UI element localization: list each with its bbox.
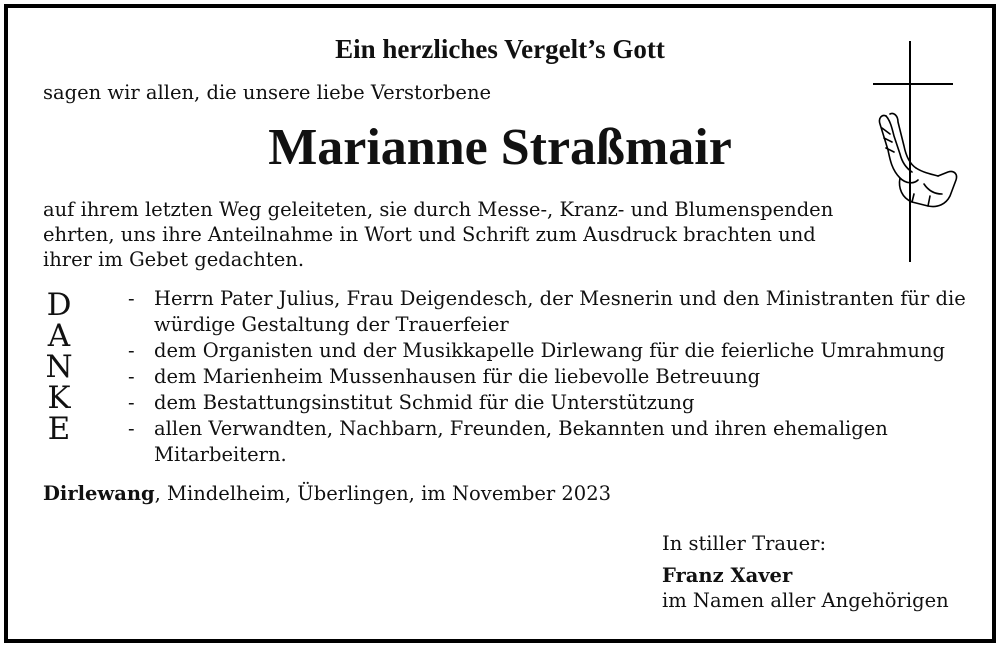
list-item: - Herrn Pater Julius, Frau Deigendesch, der Mesnerin und den Ministranten für die würdige Gestaltung der Trauerfeier [128, 287, 966, 336]
danke-letter: N [45, 349, 73, 385]
place-date [43, 481, 611, 506]
place-bold: Dirlewang [43, 482, 155, 505]
thanks-paragraph: auf ihrem letzten Weg geleiteten, sie durch Messe-, Kranz- und Blumenspenden ehrten, uns ihre Anteilnahme in Wort und Schrift zum Ausdruck brachten und ihrer im Gebet gedachten. [43, 198, 834, 271]
danke-letter: A [47, 318, 71, 354]
danke-letter: D [46, 287, 72, 323]
cross-icon-bar [873, 83, 953, 85]
danke-letter: E [47, 411, 71, 447]
deceased-name: Marianne Straßmair [268, 119, 732, 176]
list-item: - allen Verwandten, Nachbarn, Freunden, Bekannten und ihren ehemaligen Mitarbeitern. [128, 417, 888, 466]
list-item: - dem Bestattungsinstitut Schmid für die Unterstützung [128, 391, 695, 414]
intro-line: sagen wir allen, die unsere liebe Verstorbene [43, 81, 492, 104]
signature-note: im Namen aller Angehörigen [662, 589, 949, 612]
thanks-list [128, 286, 988, 468]
place-rest: , Mindelheim, Überlingen, im November 2023 [154, 482, 612, 505]
list-item: - dem Organisten und der Musikkapelle Dirlewang für die feierliche Umrahmung [128, 339, 946, 362]
notice-heading: Ein herzliches Vergelt’s Gott [335, 34, 665, 64]
signature-label: In stiller Trauer: [662, 532, 827, 555]
danke-letter: K [47, 380, 71, 416]
signature-name: Franz Xaver [662, 564, 793, 587]
list-item: - dem Marienheim Mussenhausen für die liebevolle Betreuung [128, 365, 761, 388]
praying-hands-icon [872, 110, 962, 210]
